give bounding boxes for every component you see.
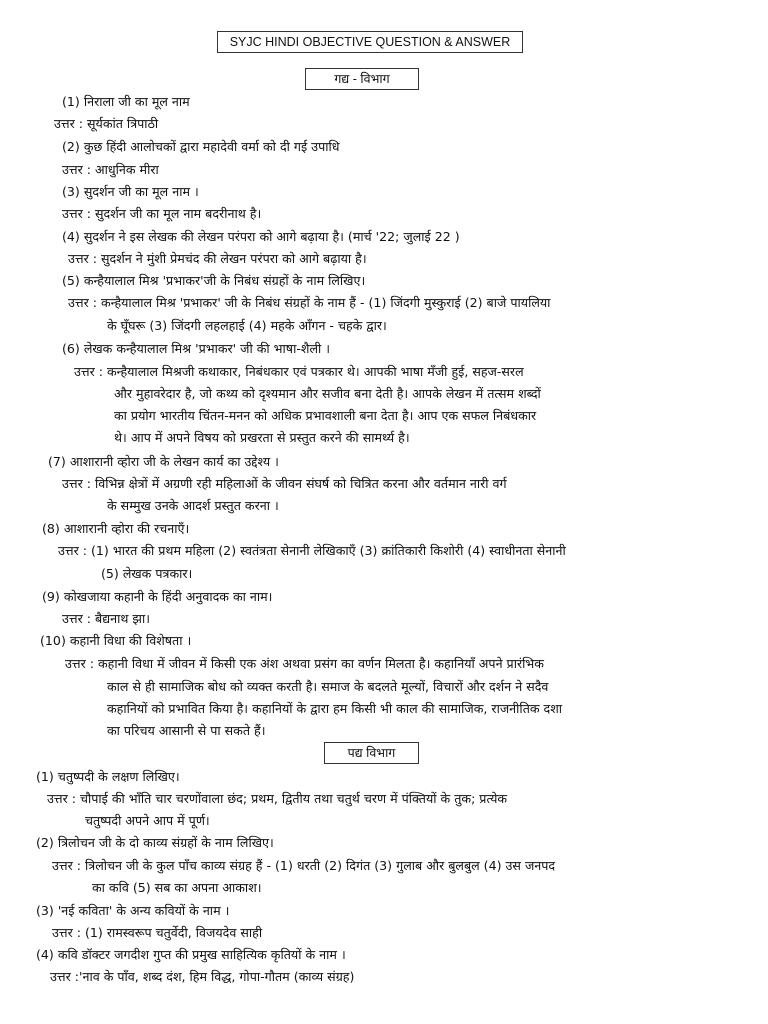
answer-line: उत्तर : त्रिलोचन जी के कुल पाँच काव्य संग्रह हैं - (1) धरती (2) दिगंत (3) गुलाब और बुलबुल (4) उस जनपद (52, 858, 556, 873)
document-title: SYJC HINDI OBJECTIVE QUESTION & ANSWER (217, 31, 523, 53)
answer-line: चतुष्पदी अपने आप में पूर्ण। (85, 813, 210, 828)
question-line: (8) आशारानी व्होरा की रचनाएँ। (42, 521, 190, 536)
question-line: (4) सुदर्शन ने इस लेखक की लेखन परंपरा को आगे बढ़ाया है। (मार्च '22; जुलाई 22 ) (62, 229, 460, 244)
section-heading-padya: पद्य विभाग (324, 742, 419, 764)
answer-line: का प्रयोग भारतीय चिंतन-मनन को अधिक प्रभावशाली बना देता है। आप एक सफल निबंधकार (114, 408, 537, 423)
answer-line: उत्तर : चौपाई की भाँति चार चरणोंवाला छंद; प्रथम, द्वितीय तथा चतुर्थ चरण में पंक्तियों के तुक; प्रत्येक (47, 791, 508, 806)
answer-line: उत्तर : विभिन्न क्षेत्रों में अग्रणी रही महिलाओं के जीवन संघर्ष को चित्रित करना और वर्तमान नारी वर्ग (62, 476, 507, 491)
answer-line: उत्तर : बैद्यनाथ झा। (62, 611, 150, 626)
question-line: (2) त्रिलोचन जी के दो काव्य संग्रहों के नाम लिखिए। (36, 835, 274, 850)
answer-line: उत्तर :'नाव के पाँव, शब्द दंश, हिम विद्ध, गोपा-गौतम (काव्य संग्रह) (50, 969, 355, 984)
answer-line: का परिचय आसानी से पा सकते हैं। (107, 723, 266, 738)
section-heading-gadya: गद्य - विभाग (305, 68, 419, 90)
question-line: (3) 'नई कविता' के अन्य कवियों के नाम । (36, 903, 230, 918)
question-line: (2) कुछ हिंदी आलोचकों द्वारा महादेवी वर्मा को दी गई उपाधि (62, 139, 340, 154)
answer-line: के घूँघरू (3) जिंदगी लहलहाई (4) महके आँगन - चहके द्वार। (107, 318, 387, 333)
question-line: (9) कोखजाया कहानी के हिंदी अनुवादक का नाम। (42, 589, 273, 604)
question-line: (4) कवि डॉक्टर जगदीश गुप्त की प्रमुख साहित्यिक कृतियों के नाम । (36, 947, 346, 962)
answer-line: उत्तर : कन्हैयालाल मिश्रजी कथाकार, निबंधकार एवं पत्रकार थे। आपकी भाषा मँजी हुई, सहज-सरल (74, 364, 524, 379)
question-line: (10) कहानी विधा की विशेषता । (40, 633, 192, 648)
answer-line: उत्तर : आधुनिक मीरा (62, 162, 159, 177)
question-line: (5) कन्हैयालाल मिश्र 'प्रभाकर'जी के निबंध संग्रहों के नाम लिखिए। (62, 273, 366, 288)
question-line: (7) आशारानी व्होरा जी के लेखन कार्य का उद्देश्य । (48, 454, 279, 469)
answer-line: काल से ही सामाजिक बोध को व्यक्त करती है। समाज के बदलते मूल्यों, विचारों और दर्शन ने सदैव (107, 679, 549, 694)
answer-line: कहानियों को प्रभावित किया है। कहानियों के द्वारा हम किसी भी काल की सामाजिक, राजनीतिक दशा (107, 701, 563, 716)
answer-line: उत्तर : सूर्यकांत त्रिपाठी (54, 116, 159, 131)
answer-line: उत्तर : सुदर्शन ने मुंशी प्रेमचंद की लेखन परंपरा को आगे बढ़ाया है। (68, 251, 367, 266)
question-line: (3) सुदर्शन जी का मूल नाम । (62, 184, 199, 199)
question-line: (1) निराला जी का मूल नाम (62, 94, 190, 109)
answer-line: का कवि (5) सब का अपना आकाश। (92, 880, 262, 895)
answer-line: (5) लेखक पत्रकार। (101, 566, 193, 581)
answer-line: और मुहावरेदार है, जो कथ्य को दृश्यमान और सजीव बना देती है। आपके लेखन में तत्सम शब्दों (114, 386, 541, 401)
answer-line: उत्तर : कहानी विधा में जीवन में किसी एक अंश अथवा प्रसंग का वर्णन मिलता है। कहानियाँ अपने प्रारंभिक (65, 656, 544, 671)
answer-line: उत्तर : (1) रामस्वरूप चतुर्वेदी, विजयदेव साही (52, 925, 263, 940)
question-line: (1) चतुष्पदी के लक्षण लिखिए। (36, 769, 180, 784)
answer-line: के सम्मुख उनके आदर्श प्रस्तुत करना । (107, 498, 279, 513)
answer-line: थे। आप में अपने विषय को प्रखरता से प्रस्तुत करने की सामर्थ्य है। (114, 430, 410, 445)
answer-line: उत्तर : (1) भारत की प्रथम महिला (2) स्वतंत्रता सेनानी लेखिकाएँ (3) क्रांतिकारी किशोरी (4) स्वाधीनता सेनानी (58, 543, 566, 558)
answer-line: उत्तर : कन्हैयालाल मिश्र 'प्रभाकर' जी के निबंध संग्रहों के नाम हैं - (1) जिंदगी मुस्कुराई (2) बाजे पायलिया (68, 295, 551, 310)
answer-line: उत्तर : सुदर्शन जी का मूल नाम बदरीनाथ है। (62, 206, 262, 221)
question-line: (6) लेखक कन्हैयालाल मिश्र 'प्रभाकर' जी की भाषा-शैली । (62, 341, 331, 356)
